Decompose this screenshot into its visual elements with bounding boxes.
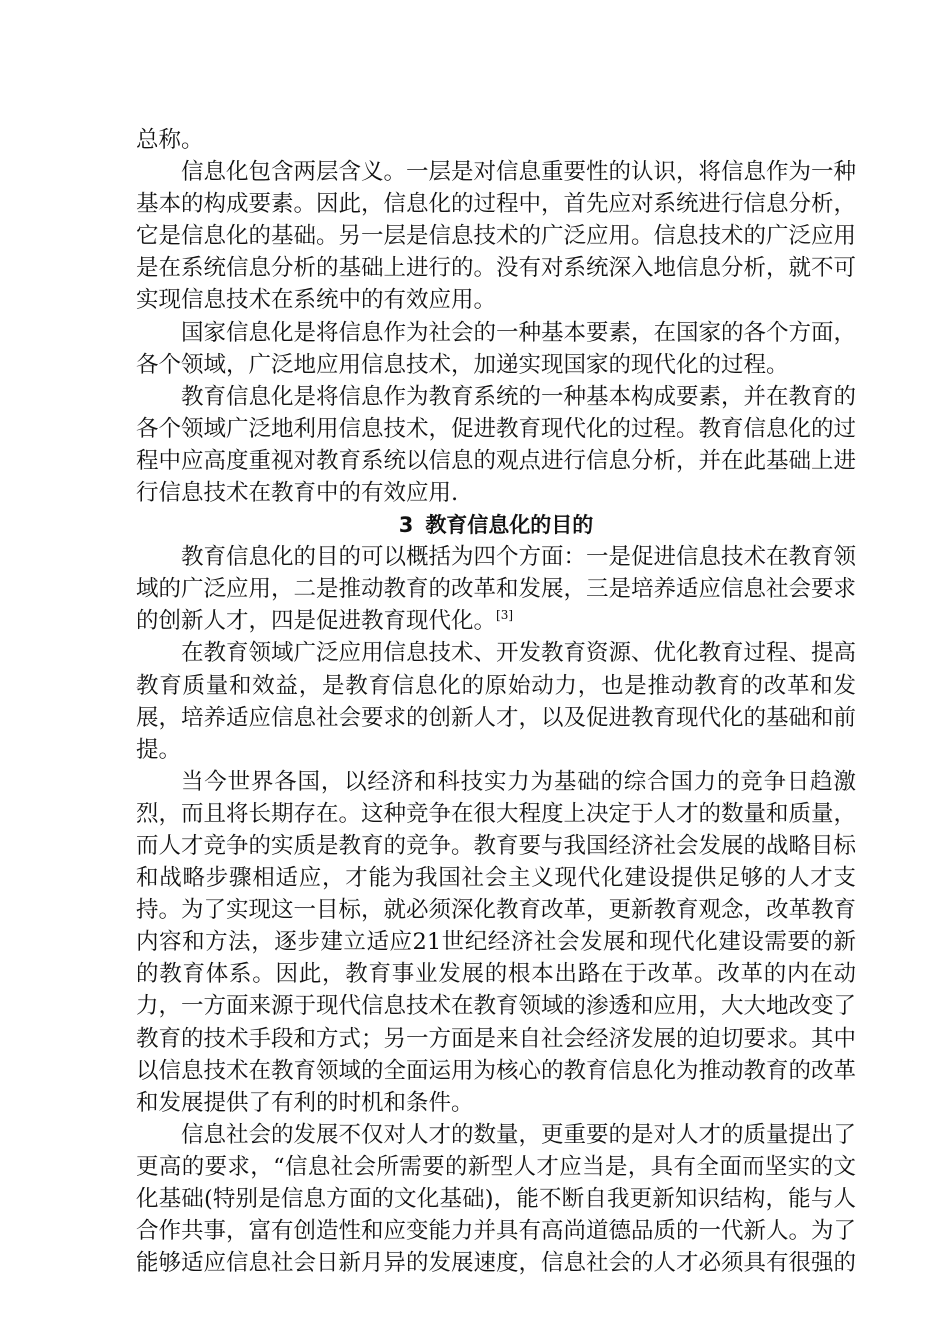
paragraph-education-informatization: 教育信息化是将信息作为教育系统的一种基本构成要素，并在教育的各个领域广泛地利用信息技术，促进教育现代化的过程。教育信息化的过程中应高度重视对教育系统以信息的观点进行信息分析，并在此基础上进行信息技术在教育中的有效应用. [136,383,857,507]
paragraph-continuation: 总称。 [136,127,204,153]
paragraph-national-informatization: 国家信息化是将信息作为社会的一种基本要素，在国家的各个方面，各个领域，广泛地应用信息技术，加递实现国家的现代化的过程。 [136,319,857,378]
paragraph-motivation: 在教育领域广泛应用信息技术、开发教育资源、优化教育过程、提高教育质量和效益，是教育信息化的原始动力，也是推动教育的改革和发展，培养适应信息社会要求的创新人才，以及促进教育现代化的基础和前提。 [136,640,857,763]
document-page [136,124,856,1279]
paragraph-informatization-meaning: 信息化包含两层含义。一层是对信息重要性的认识，将信息作为一种基本的构成要素。因此，信息化的过程中，首先应对系统进行信息分析，它是信息化的基础。另一层是信息技术的广泛应用。信息技术的广泛应用是在系统信息分析的基础上进行的。没有对系统深入地信息分析，就不可实现信息技术在系统中的有效应用。 [136,159,857,314]
paragraph-goals-text: 教育信息化的目的可以概括为四个方面：一是促进信息技术在教育领域的广泛应用，二是推动教育的改革和发展，三是培养适应信息社会要求的创新人才，四是促进教育现代化。 [136,544,857,635]
section-title: 教育信息化的目的 [425,513,594,538]
paragraph-competition: 当今世界各国，以经济和科技实力为基础的综合国力的竞争日趋激烈，而且将长期存在。这种竞争在很大程度上决定于人才的数量和质量，而人才竞争的实质是教育的竞争。教育要与我国经济社会发展的战略目标和战略步骤相适应，才能为我国社会主义现代化建设提供足够的人才支持。为了实现这一目标，就必须深化教育改革，更新教育观念，改革教育内容和方法，逐步建立适应21世纪经济社会发展和现代化建设需要的新的教育体系。因此，教育事业发展的根本出路在于改革。改革的内在动力，一方面来源于现代信息技术在教育领域的渗透和应用，大大地改变了教育的技术手段和方式；另一方面是来自社会经济发展的迫切要求。其中以信息技术在教育领域的全面运用为核心的教育信息化为推动教育的改革和发展提供了有利的时机和条件。 [136,768,857,1116]
section-heading [136,509,856,541]
paragraph-goals [136,541,856,637]
citation-marker: [3] [496,608,514,623]
paragraph-information-society: 信息社会的发展不仅对人才的数量，更重要的是对人才的质量提出了更高的要求，“信息社会所需要的新型人才应当是，具有全面而坚实的文化基础(特别是信息方面的文化基础)，能不断自我更新知识结构，能与人合作共事，富有创造性和应变能力并具有高尚道德品质的一代新人。为了能够适应信息社会日新月异的发展速度，信息社会的人才必须具有很强的 [136,1121,857,1277]
section-number: 3 [398,513,414,538]
